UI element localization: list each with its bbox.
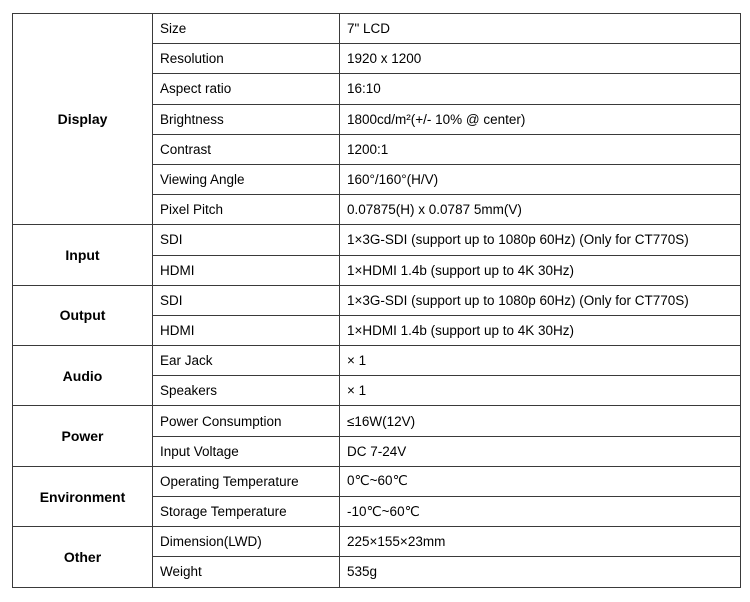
- table-row: [13, 406, 741, 436]
- spec-value: 1200:1: [340, 134, 741, 164]
- spec-label: Storage Temperature: [153, 497, 340, 527]
- spec-label: Size: [153, 14, 340, 44]
- spec-value: 0℃~60℃: [340, 466, 741, 496]
- spec-value: 160°/160°(H/V): [340, 164, 741, 194]
- category-audio: Audio: [13, 346, 153, 406]
- spec-label: Aspect ratio: [153, 74, 340, 104]
- spec-label: Input Voltage: [153, 436, 340, 466]
- category-display: Display: [13, 14, 153, 225]
- category-other: Other: [13, 527, 153, 587]
- spec-label: SDI: [153, 225, 340, 255]
- table-row: [13, 285, 741, 315]
- spec-label: Pixel Pitch: [153, 195, 340, 225]
- spec-label: Operating Temperature: [153, 466, 340, 496]
- spec-value: 7" LCD: [340, 14, 741, 44]
- spec-label: Power Consumption: [153, 406, 340, 436]
- spec-value: DC 7-24V: [340, 436, 741, 466]
- spec-value: 535g: [340, 557, 741, 587]
- spec-label: Brightness: [153, 104, 340, 134]
- spec-label: Contrast: [153, 134, 340, 164]
- category-output: Output: [13, 285, 153, 345]
- spec-value: -10℃~60℃: [340, 497, 741, 527]
- category-environment: Environment: [13, 466, 153, 526]
- spec-value: ≤16W(12V): [340, 406, 741, 436]
- table-row: [13, 14, 741, 44]
- category-input: Input: [13, 225, 153, 285]
- spec-table: [12, 13, 741, 588]
- table-row: [13, 346, 741, 376]
- spec-label: HDMI: [153, 315, 340, 345]
- spec-label: Resolution: [153, 44, 340, 74]
- spec-label: HDMI: [153, 255, 340, 285]
- spec-value: 1×HDMI 1.4b (support up to 4K 30Hz): [340, 315, 741, 345]
- table-row: [13, 225, 741, 255]
- spec-value: 1×3G-SDI (support up to 1080p 60Hz) (Only for CT770S): [340, 225, 741, 255]
- spec-value: 0.07875(H) x 0.0787 5mm(V): [340, 195, 741, 225]
- spec-value: 225×155×23mm: [340, 527, 741, 557]
- spec-value: 1×HDMI 1.4b (support up to 4K 30Hz): [340, 255, 741, 285]
- spec-label: Dimension(LWD): [153, 527, 340, 557]
- spec-value: × 1: [340, 346, 741, 376]
- spec-label: Weight: [153, 557, 340, 587]
- category-power: Power: [13, 406, 153, 466]
- table-row: [13, 527, 741, 557]
- spec-label: SDI: [153, 285, 340, 315]
- spec-label: Speakers: [153, 376, 340, 406]
- spec-label: Ear Jack: [153, 346, 340, 376]
- spec-value: 16:10: [340, 74, 741, 104]
- table-row: [13, 466, 741, 496]
- spec-value: × 1: [340, 376, 741, 406]
- spec-label: Viewing Angle: [153, 164, 340, 194]
- spec-value: 1×3G-SDI (support up to 1080p 60Hz) (Only for CT770S): [340, 285, 741, 315]
- spec-value: 1920 x 1200: [340, 44, 741, 74]
- spec-value: 1800cd/m²(+/- 10% @ center): [340, 104, 741, 134]
